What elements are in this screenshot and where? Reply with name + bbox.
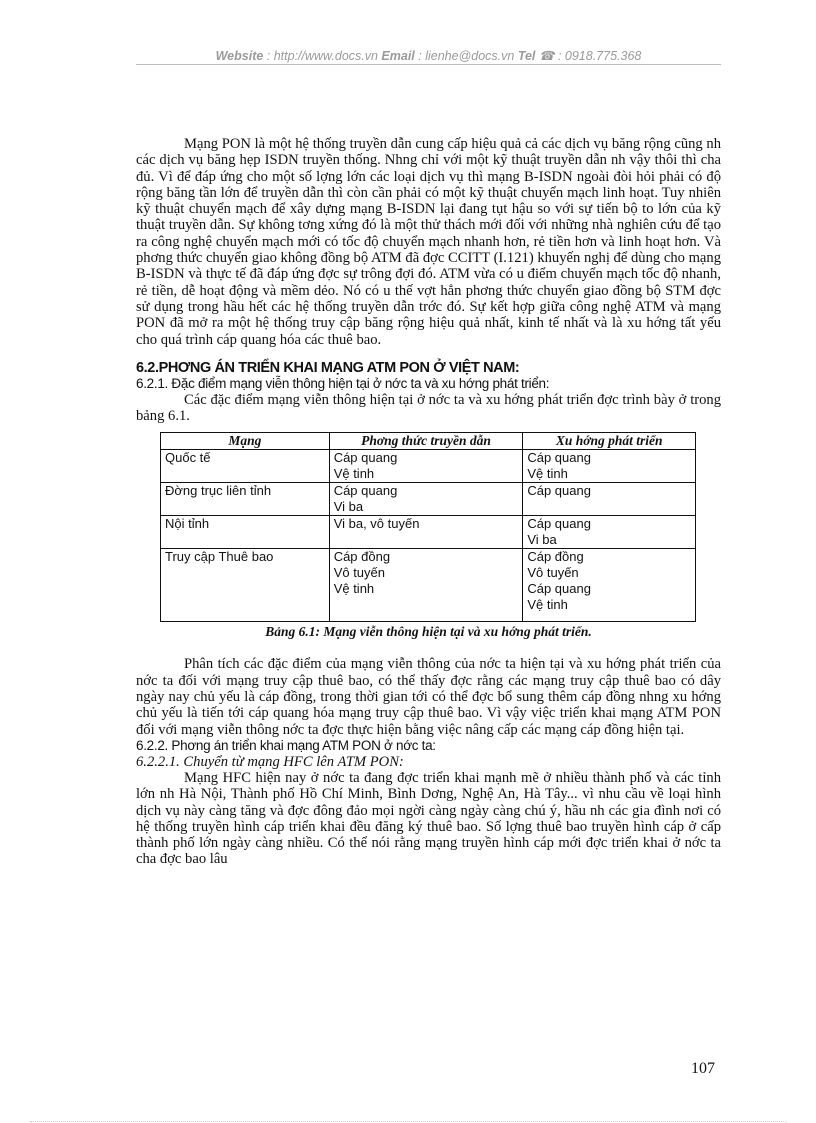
header-divider	[136, 64, 721, 65]
email-address[interactable]: : lienhe@docs.vn	[414, 49, 518, 63]
cell-line: Cáp quang	[527, 450, 591, 466]
paragraph-analysis: Phân tích các đặc điểm của mạng viễn thông của nớc ta hiện tại và xu hớng phát triển của nớc ta đối với mạng truy cập thuê bao, có thể thấy đợc rằng các mạng truy cập thuê bao có dây ngày nay chủ yếu là cáp đồng, trong thời gian tới có thể đợc bổ sung thêm cáp đồng nhng xu hớng chủ yếu là tiến tới cáp quang hóa mạng truy cập thuê bao. Vì vậy việc triển khai mạng ATM PON đối với mạng viễn thông nớc ta đợc thực hiện bằng việc nâng cấp các mạng cáp đồng hiện tại.	[136, 656, 721, 738]
table-cell-transmission	[329, 516, 523, 549]
cell-line: Cáp quang	[527, 516, 591, 532]
page-body	[136, 136, 721, 868]
cell-line: Vi ba	[527, 532, 557, 548]
page-header	[136, 48, 721, 63]
cell-line: Vô tuyến	[527, 565, 579, 581]
subsection-heading-6-2-2-1: 6.2.2.1. Chuyển từ mạng HFC lên ATM PON:	[136, 753, 404, 770]
table-row	[161, 450, 696, 483]
cell-line: Cáp quang	[333, 483, 398, 499]
table-cell-transmission	[329, 450, 523, 483]
table-cell-transmission	[329, 549, 523, 622]
cell-line: Cáp quang	[527, 483, 591, 499]
cell-line: Vệ tinh	[527, 466, 568, 482]
cell-line: Cáp quang	[527, 581, 591, 597]
website-label: Website	[215, 49, 264, 63]
cell-line: Vệ tinh	[527, 597, 568, 613]
table-caption: Bảng 6.1: Mạng viễn thông hiện tại và xu hớng phát triển.	[265, 624, 592, 640]
table-header-cell: Phơng thức truyền dẫn	[329, 433, 523, 450]
tel-label: Tel	[517, 49, 536, 63]
table-row	[161, 483, 696, 516]
cell-line: Cáp đồng	[527, 549, 584, 565]
table-row	[161, 516, 696, 549]
table-cell-trend	[523, 516, 696, 549]
page-number: 107	[691, 1060, 715, 1077]
cell-line: Vi ba, vô tuyến	[333, 516, 420, 532]
subsection-heading-6-2-1: 6.2.1. Đặc điểm mạng viễn thông hiện tại ở nớc ta và xu hớng phát triển:	[136, 375, 550, 391]
paragraph-hfc: Mạng HFC hiện nay ở nớc ta đang đợc triển khai mạnh mẽ ở nhiều thành phố và các tỉnh lớn nh Hà Nội, Thành phố Hồ Chí Minh, Bình Dơng, Nghệ An, Hà Tây... vì nhu cầu về loại hình dịch vụ này càng tăng và đợc đông đảo mọi ngời càng ngày càng chú ý, hầu nh các gia đình nơi có hệ thống truyền hình cáp triển khai đều đăng ký thuê bao. Số lợng thuê bao truyền hình cáp ở cấp thành phố lớn ngày càng nhiều. Có thể nói rằng mạng truyền hình cáp mới đợc triển khai ở nớc ta cha đợc bao lâu	[136, 769, 721, 868]
table-cell-trend	[523, 483, 696, 516]
table-cell-transmission	[329, 483, 523, 516]
tel-number: : 0918.775.368	[554, 49, 642, 63]
footer-divider	[30, 1121, 786, 1122]
table-row	[161, 549, 696, 622]
cell-line: Vệ tinh	[333, 581, 375, 597]
cell-line: Cáp quang	[333, 450, 398, 466]
cell-line: Vệ tinh	[333, 466, 375, 482]
table-cell-network: Truy cập Thuê bao	[161, 549, 330, 622]
section-heading-6-2: 6.2.PHƠNG ÁN TRIỂN KHAI MẠNG ATM PON Ở VIỆT NAM:	[136, 359, 520, 376]
table-cell-network: Đờng trục liên tỉnh	[161, 483, 330, 516]
cell-line: Cáp đồng	[333, 549, 391, 565]
phone-icon: ☎	[538, 49, 555, 63]
table-cell-trend	[523, 549, 696, 622]
email-label: Email	[381, 49, 415, 63]
cell-line: Vi ba	[333, 499, 364, 515]
subsection-heading-6-2-2: 6.2.2. Phơng án triển khai mạng ATM PON ở nớc ta:	[136, 737, 436, 753]
website-url[interactable]: : http://www.docs.vn	[263, 49, 382, 63]
table-cell-network: Nội tỉnh	[161, 516, 330, 549]
cell-line: Vô tuyến	[333, 565, 386, 581]
paragraph-pon-intro: Mạng PON là một hệ thống truyền dẫn cung cấp hiệu quả cả các dịch vụ băng rộng cũng nh các dịch vụ băng hẹp ISDN truyền thống. Nhng chỉ với một kỹ thuật truyền dẫn nh vậy thôi thì cha đủ. Vì để đáp ứng cho một số lợng lớn các loại dịch vụ thì mạng B-ISDN ngoài đòi hỏi phải có độ rộng băng tần lớn để truyền dẫn thì còn cần phải có một kỹ thuật chuyển mạch linh hoạt. Tuy nhiên kỹ thuật chuyển mạch để xây dựng mạng B-ISDN lại đang tụt hậu so với sự tiến bộ to lớn của kỹ thuật truyền dẫn. Sự không tơng xứng đó là một thử thách mới đối với những nhà nghiên cứu để tạo ra công nghệ chuyển mạch mới có tốc độ chuyển mạch nhanh hơn, rẻ tiền hơn và linh hoạt hơn. Và phơng thức chuyển giao không đồng bộ ATM đã đợc CCITT (I.121) khuyến nghị để dùng cho mạng B-ISDN và thực tế đã đáp ứng đợc sự trông đợi đó. ATM vừa có u điểm chuyển mạch tốc độ nhanh, rẻ tiền, dễ hoạt động và mềm dẻo. Nó có u thế vợt hẳn phơng thức chuyển giao đồng bộ STM đợc sử dụng trong hầu hết các hệ thống truyền dẫn trớc đó. Sự kết hợp giữa công nghệ ATM và mạng PON đã mở ra một hệ thống truy cập băng rộng hiệu quả nhất, kinh tế nhất và là xu hớng tất yếu cho quá trình cáp quang hóa các thuê bao.	[136, 136, 721, 348]
table-header-cell: Xu hớng phát triển	[523, 433, 696, 450]
table-header-row	[161, 433, 696, 450]
network-table	[160, 432, 696, 622]
paragraph-table-intro: Các đặc điểm mạng viễn thông hiện tại ở nớc ta và xu hớng phát triển đợc trình bày ở trong bảng 6.1.	[136, 391, 721, 425]
table-cell-trend	[523, 450, 696, 483]
table-header-cell: Mạng	[161, 433, 330, 450]
table-cell-network: Quốc tế	[161, 450, 330, 483]
